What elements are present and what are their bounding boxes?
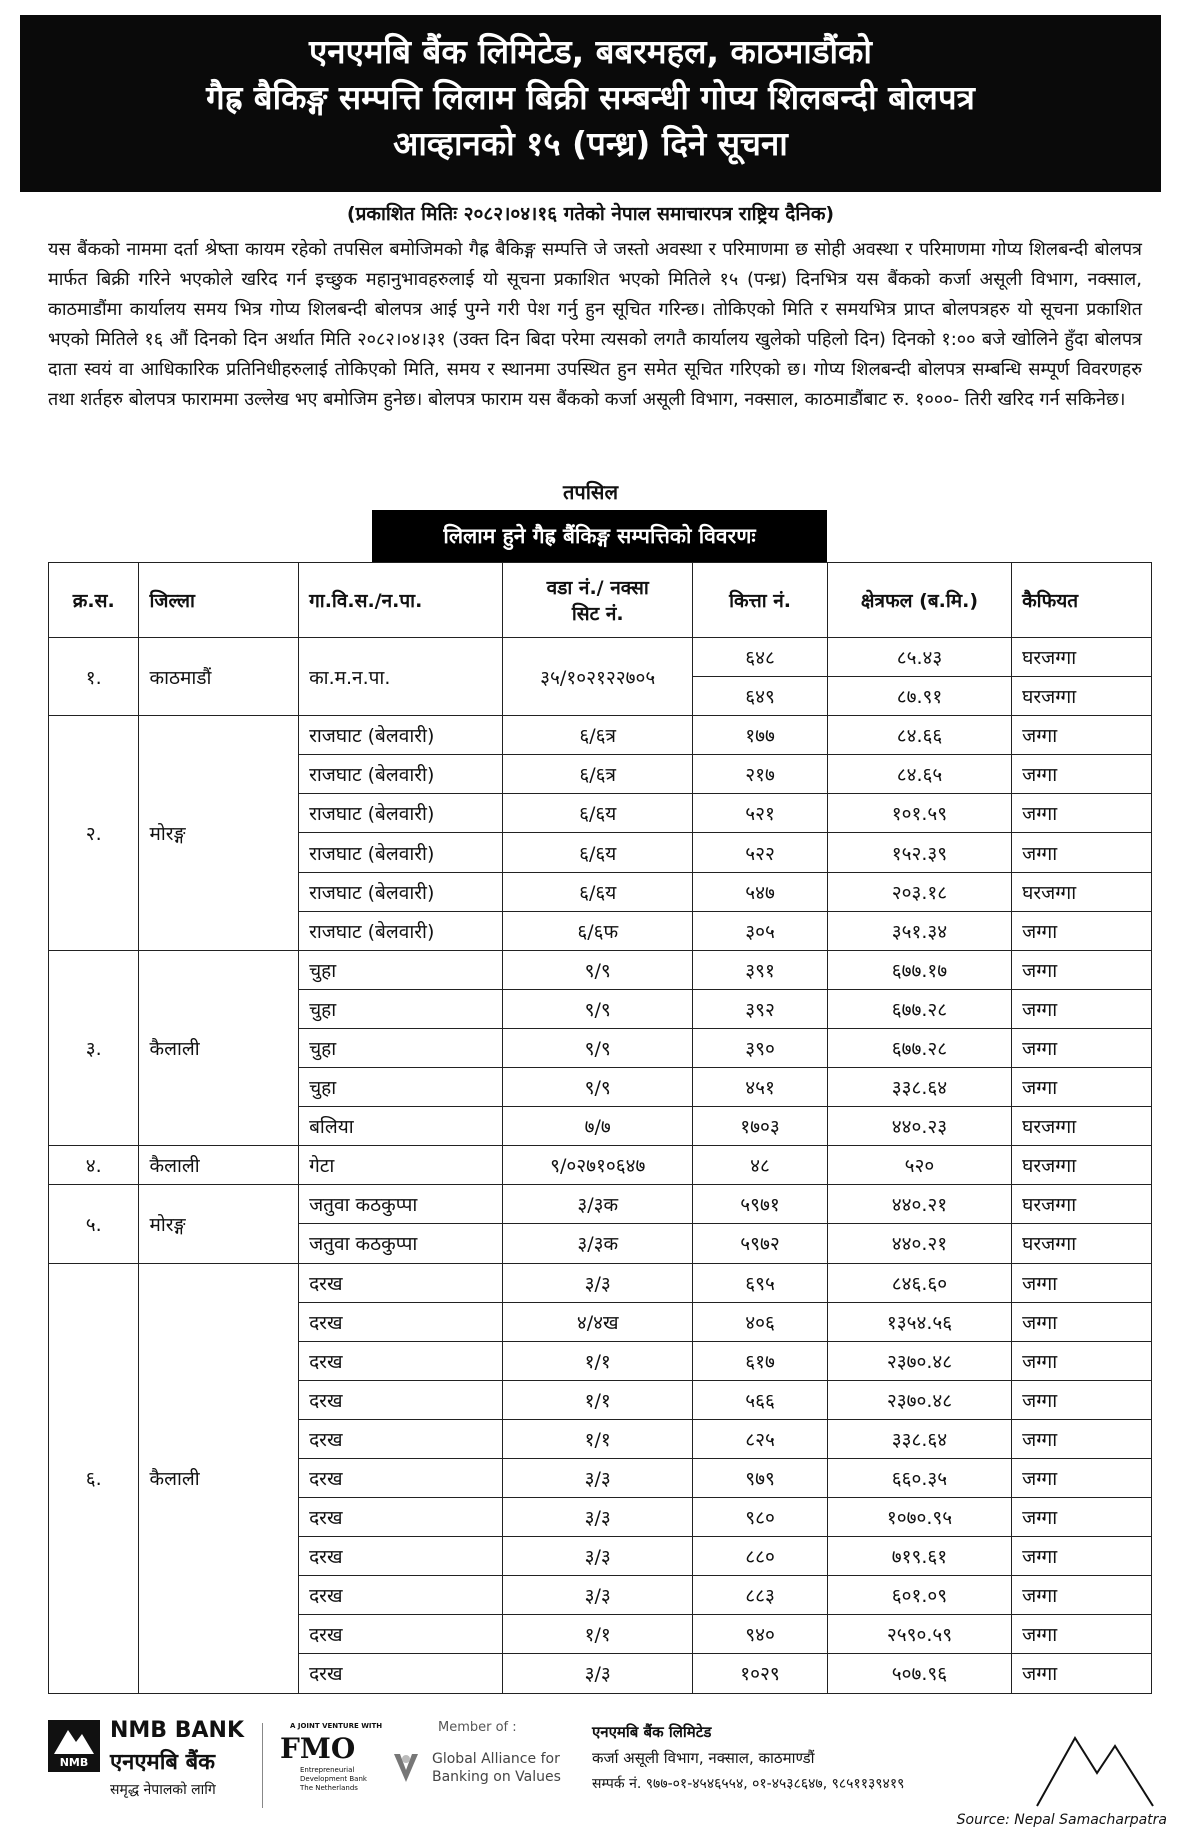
cell-remark: घरजग्गा: [1012, 1146, 1152, 1185]
cell-district: कैलाली: [139, 1263, 299, 1693]
gabv-line-1: Global Alliance for: [432, 1751, 560, 1767]
header-line-2: गैह्र बैकिङ्ग सम्पत्ति लिलाम बिक्री सम्बन्धी गोप्य शिलबन्दी बोलपत्र: [206, 78, 975, 117]
cell-area: २३७०.४८: [827, 1341, 1011, 1380]
col-kitta: कित्ता नं.: [693, 563, 828, 638]
cell-sn: १.: [49, 638, 139, 716]
cell-vdc: दरख: [299, 1537, 503, 1576]
table-row: [49, 1146, 1152, 1185]
address-phone: सम्पर्क नं. ९७७-०१-४५४६५५४, ०१-४५३८६४७, ९८५११३९४१९: [592, 1776, 905, 1792]
cell-area: ५२०: [827, 1146, 1011, 1185]
cell-kitta: १७७: [693, 716, 828, 755]
cell-ward: ९/९: [503, 1068, 693, 1107]
cell-ward: ६/६त्र: [503, 755, 693, 794]
cell-ward: ६/६फ: [503, 911, 693, 950]
source-credit: Source: Nepal Samacharpatra: [956, 1812, 1167, 1828]
cell-area: २५९०.५९: [827, 1615, 1011, 1654]
cell-vdc: दरख: [299, 1419, 503, 1458]
cell-area: ७१९.६१: [827, 1537, 1011, 1576]
cell-ward: १/१: [503, 1419, 693, 1458]
col-sn: क्र.स.: [49, 563, 139, 638]
cell-ward: ६/६त्र: [503, 716, 693, 755]
cell-kitta: ९७९: [693, 1458, 828, 1497]
cell-sn: ३.: [49, 950, 139, 1145]
cell-ward: ३/३: [503, 1498, 693, 1537]
cell-remark: जग्गा: [1012, 794, 1152, 833]
cell-sn: २.: [49, 716, 139, 951]
cell-remark: जग्गा: [1012, 1380, 1152, 1419]
cell-kitta: ८२५: [693, 1419, 828, 1458]
cell-kitta: ३९२: [693, 989, 828, 1028]
cell-kitta: ५६६: [693, 1380, 828, 1419]
cell-area: ६०१.०९: [827, 1576, 1011, 1615]
table-row: [49, 950, 1152, 989]
cell-kitta: २१७: [693, 755, 828, 794]
cell-vdc: दरख: [299, 1380, 503, 1419]
gabv-name: [432, 1750, 561, 1786]
table-row: [49, 1185, 1152, 1224]
address-bank: एनएमबि बैंक लिमिटेड: [592, 1723, 712, 1741]
cell-kitta: ३९१: [693, 950, 828, 989]
cell-remark: घरजग्गा: [1012, 677, 1152, 716]
asset-table: [48, 562, 1152, 1694]
cell-vdc: राजघाट (बेलवारी): [299, 833, 503, 872]
cell-remark: घरजग्गा: [1012, 638, 1152, 677]
cell-vdc: चुहा: [299, 950, 503, 989]
cell-area: ६७७.१७: [827, 950, 1011, 989]
cell-area: ८५.४३: [827, 638, 1011, 677]
cell-vdc: दरख: [299, 1302, 503, 1341]
cell-remark: जग्गा: [1012, 716, 1152, 755]
cell-vdc: चुहा: [299, 1068, 503, 1107]
cell-ward: ३५/१०२१२२७०५: [503, 638, 693, 716]
cell-kitta: ३०५: [693, 911, 828, 950]
cell-area: १३५४.५६: [827, 1302, 1011, 1341]
cell-sn: ६.: [49, 1263, 139, 1693]
col-ward-line1: वडा नं./ नक्सा: [546, 577, 649, 599]
fmo-subtitle: Entrepreneurial Development Bank The Netherlands: [300, 1766, 367, 1792]
col-area: क्षेत्रफल (ब.मि.): [827, 563, 1011, 638]
footer: [0, 1708, 1181, 1833]
cell-ward: ६/६य: [503, 872, 693, 911]
cell-kitta: ५४७: [693, 872, 828, 911]
cell-ward: १/१: [503, 1615, 693, 1654]
cell-vdc: बलिया: [299, 1107, 503, 1146]
cell-remark: जग्गा: [1012, 1458, 1152, 1497]
cell-area: ४४०.२३: [827, 1107, 1011, 1146]
nmb-logo-icon: [48, 1720, 100, 1772]
nmb-bank-name-np: एनएमबि बैंक: [110, 1750, 216, 1775]
cell-area: ३३८.६४: [827, 1068, 1011, 1107]
cell-kitta: ५९७१: [693, 1185, 828, 1224]
cell-ward: ३/३: [503, 1576, 693, 1615]
col-ward-line2: सिट नं.: [571, 603, 624, 625]
cell-vdc: दरख: [299, 1576, 503, 1615]
cell-kitta: ६४८: [693, 638, 828, 677]
fmo-jv-label: A JOINT VENTURE WITH: [290, 1722, 383, 1730]
cell-kitta: ६४९: [693, 677, 828, 716]
cell-remark: जग्गा: [1012, 1068, 1152, 1107]
cell-vdc: राजघाट (बेलवारी): [299, 755, 503, 794]
cell-district: मोरङ्ग: [139, 716, 299, 951]
col-vdc: गा.वि.स./न.पा.: [299, 563, 503, 638]
cell-vdc: चुहा: [299, 1028, 503, 1067]
cell-kitta: ४०६: [693, 1302, 828, 1341]
cell-vdc: राजघाट (बेलवारी): [299, 872, 503, 911]
cell-area: ८७.९१: [827, 677, 1011, 716]
cell-area: २०३.१८: [827, 872, 1011, 911]
cell-vdc: जतुवा कठकुप्पा: [299, 1185, 503, 1224]
cell-district: काठमाडौं: [139, 638, 299, 716]
intro-paragraph: यस बैंकको नाममा दर्ता श्रेष्ता कायम रहेको तपसिल बमोजिमको गैह्र बैकिङ्ग सम्पत्ति जे जस्तो अवस्था र परिमाणमा छ सोही अवस्था र परिमाणमा गोप्य शिलबन्दी बोलपत्र मार्फत बिक्री गरिने भएकोले खरिद गर्न इच्छुक महानुभावहरुलाई यो सूचना प्रकाशित भएको मितिले १५ (पन्ध्र) दिनभित्र यस बैंकको कर्जा असूली विभाग, नक्साल, काठमाडौंमा कार्यालय समय भित्र गोप्य शिलबन्दी बोलपत्र आई पुग्ने गरी पेश गर्नु हुन सूचित गरिन्छ। तोकिएको मिति र समयभित्र प्राप्त बोलपत्रहरु यो सूचना प्रकाशित भएको मितिले १६ औं दिनको दिन अर्थात मिति २०८२।०४।३१ (उक्त दिन बिदा परेमा त्यसको लगतै कार्यालय खुलेको पहिलो दिन) दिनको १:०० बजे खोलिने हुँदा बोलपत्र दाता स्वयं वा आधिकारिक प्रतिनिधीहरुलाई तोकिएको मिति, समय र स्थानमा उपस्थित हुन समेत सूचित गरिएको छ। गोप्य शिलबन्दी बोलपत्र सम्बन्धि सम्पूर्ण विवरणहरु तथा शर्तहरु बोलपत्र फाराममा उल्लेख भए बमोजिम हुनेछ। बोलपत्र फाराम यस बैंकको कर्जा असूली विभाग, नक्साल, काठमाडौंबाट रु. १०००- तिरी खरिद गर्न सकिनेछ।: [48, 239, 1142, 410]
cell-remark: जग्गा: [1012, 1498, 1152, 1537]
cell-ward: १/१: [503, 1380, 693, 1419]
cell-vdc: दरख: [299, 1458, 503, 1497]
gabv-logo-icon: [392, 1750, 420, 1786]
col-ward: [503, 563, 693, 638]
cell-vdc: दरख: [299, 1341, 503, 1380]
cell-area: १०७०.९५: [827, 1498, 1011, 1537]
member-of-label: Member of :: [438, 1720, 517, 1735]
cell-area: १५२.३९: [827, 833, 1011, 872]
cell-ward: ९/९: [503, 989, 693, 1028]
cell-remark: घरजग्गा: [1012, 1185, 1152, 1224]
cell-vdc: राजघाट (बेलवारी): [299, 716, 503, 755]
header-line-1: एनएमबि बैंक लिमिटेड, बबरमहल, काठमाडौंको: [309, 32, 872, 71]
gabv-line-2: Banking on Values: [432, 1769, 561, 1785]
cell-ward: ३/३: [503, 1263, 693, 1302]
address-dept: कर्जा असूली विभाग, नक्साल, काठमाण्डौं: [592, 1749, 815, 1767]
cell-ward: ९/९: [503, 1028, 693, 1067]
footer-divider: [262, 1723, 263, 1808]
cell-area: ८४.६६: [827, 716, 1011, 755]
cell-kitta: ४८: [693, 1146, 828, 1185]
cell-sn: ५.: [49, 1185, 139, 1263]
cell-ward: ३/३क: [503, 1185, 693, 1224]
cell-area: ६७७.२८: [827, 989, 1011, 1028]
nmb-tagline: समृद्ध नेपालको लागि: [110, 1782, 216, 1798]
table-row: [49, 716, 1152, 755]
cell-remark: जग्गा: [1012, 1654, 1152, 1693]
cell-area: ६७७.२८: [827, 1028, 1011, 1067]
cell-kitta: ९४०: [693, 1615, 828, 1654]
cell-district: मोरङ्ग: [139, 1185, 299, 1263]
table-row: [49, 638, 1152, 677]
cell-vdc: दरख: [299, 1263, 503, 1302]
cell-kitta: ८८०: [693, 1537, 828, 1576]
mountain-outline-icon: [1035, 1718, 1155, 1808]
cell-vdc: राजघाट (बेलवारी): [299, 911, 503, 950]
cell-vdc: राजघाट (बेलवारी): [299, 794, 503, 833]
cell-ward: ६/६य: [503, 833, 693, 872]
cell-vdc: दरख: [299, 1654, 503, 1693]
nmb-logo-text: NMB: [59, 1756, 89, 1769]
cell-ward: १/१: [503, 1341, 693, 1380]
col-remark: कैफियत: [1012, 563, 1152, 638]
cell-remark: जग्गा: [1012, 950, 1152, 989]
cell-kitta: ६९५: [693, 1263, 828, 1302]
tapasil-heading: तपसिल: [562, 480, 619, 504]
nmb-bank-name-en: NMB BANK: [110, 1718, 244, 1743]
cell-area: ३५१.३४: [827, 911, 1011, 950]
cell-ward: ३/३: [503, 1537, 693, 1576]
cell-area: ३३८.६४: [827, 1419, 1011, 1458]
cell-remark: जग्गा: [1012, 1615, 1152, 1654]
cell-area: ८४.६५: [827, 755, 1011, 794]
cell-ward: ६/६य: [503, 794, 693, 833]
cell-remark: जग्गा: [1012, 1537, 1152, 1576]
cell-kitta: १०२९: [693, 1654, 828, 1693]
cell-area: २३७०.४८: [827, 1380, 1011, 1419]
cell-kitta: ५२१: [693, 794, 828, 833]
cell-remark: जग्गा: [1012, 755, 1152, 794]
cell-remark: जग्गा: [1012, 1419, 1152, 1458]
cell-vdc: चुहा: [299, 989, 503, 1028]
cell-kitta: १७०३: [693, 1107, 828, 1146]
cell-vdc: दरख: [299, 1615, 503, 1654]
cell-remark: घरजग्गा: [1012, 872, 1152, 911]
cell-ward: ३/३क: [503, 1224, 693, 1263]
header-line-3: आव्हानको १५ (पन्ध्र) दिने सूचना: [393, 124, 788, 163]
cell-vdc: का.म.न.पा.: [299, 638, 503, 716]
cell-remark: घरजग्गा: [1012, 1224, 1152, 1263]
cell-remark: जग्गा: [1012, 1302, 1152, 1341]
cell-remark: जग्गा: [1012, 1576, 1152, 1615]
cell-remark: जग्गा: [1012, 1263, 1152, 1302]
cell-kitta: ९८०: [693, 1498, 828, 1537]
cell-area: ४४०.२१: [827, 1185, 1011, 1224]
notice-header: [20, 15, 1161, 192]
table-header-row: [49, 563, 1152, 638]
published-date: (प्रकाशित मितिः २०८२।०४।१६ गतेको नेपाल समाचारपत्र राष्ट्रिय दैनिक): [346, 203, 835, 225]
cell-kitta: ४५१: [693, 1068, 828, 1107]
cell-district: कैलाली: [139, 950, 299, 1145]
cell-ward: ३/३: [503, 1458, 693, 1497]
cell-kitta: ६१७: [693, 1341, 828, 1380]
cell-remark: जग्गा: [1012, 911, 1152, 950]
fmo-logo: FMO: [280, 1732, 356, 1765]
cell-ward: ७/७: [503, 1107, 693, 1146]
cell-area: ८४६.६०: [827, 1263, 1011, 1302]
cell-ward: ९/९: [503, 950, 693, 989]
mountain-logo-icon: [48, 1720, 100, 1760]
cell-vdc: जतुवा कठकुप्पा: [299, 1224, 503, 1263]
cell-area: ४४०.२१: [827, 1224, 1011, 1263]
cell-area: ६६०.३५: [827, 1458, 1011, 1497]
table-title: लिलाम हुने गैह्र बैंकिङ्ग सम्पत्तिको विवरणः: [372, 510, 827, 562]
cell-ward: ३/३: [503, 1654, 693, 1693]
cell-kitta: ८८३: [693, 1576, 828, 1615]
cell-sn: ४.: [49, 1146, 139, 1185]
cell-area: १०१.५९: [827, 794, 1011, 833]
cell-vdc: गेटा: [299, 1146, 503, 1185]
cell-ward: ४/४ख: [503, 1302, 693, 1341]
cell-remark: जग्गा: [1012, 989, 1152, 1028]
table-row: [49, 1263, 1152, 1302]
cell-kitta: ५२२: [693, 833, 828, 872]
cell-vdc: दरख: [299, 1498, 503, 1537]
cell-ward: ९/०२७१०६४७: [503, 1146, 693, 1185]
col-district: जिल्ला: [139, 563, 299, 638]
cell-remark: घरजग्गा: [1012, 1107, 1152, 1146]
cell-remark: जग्गा: [1012, 1028, 1152, 1067]
cell-area: ५०७.९६: [827, 1654, 1011, 1693]
cell-remark: जग्गा: [1012, 1341, 1152, 1380]
cell-district: कैलाली: [139, 1146, 299, 1185]
cell-kitta: ५९७२: [693, 1224, 828, 1263]
cell-kitta: ३९०: [693, 1028, 828, 1067]
cell-remark: जग्गा: [1012, 833, 1152, 872]
